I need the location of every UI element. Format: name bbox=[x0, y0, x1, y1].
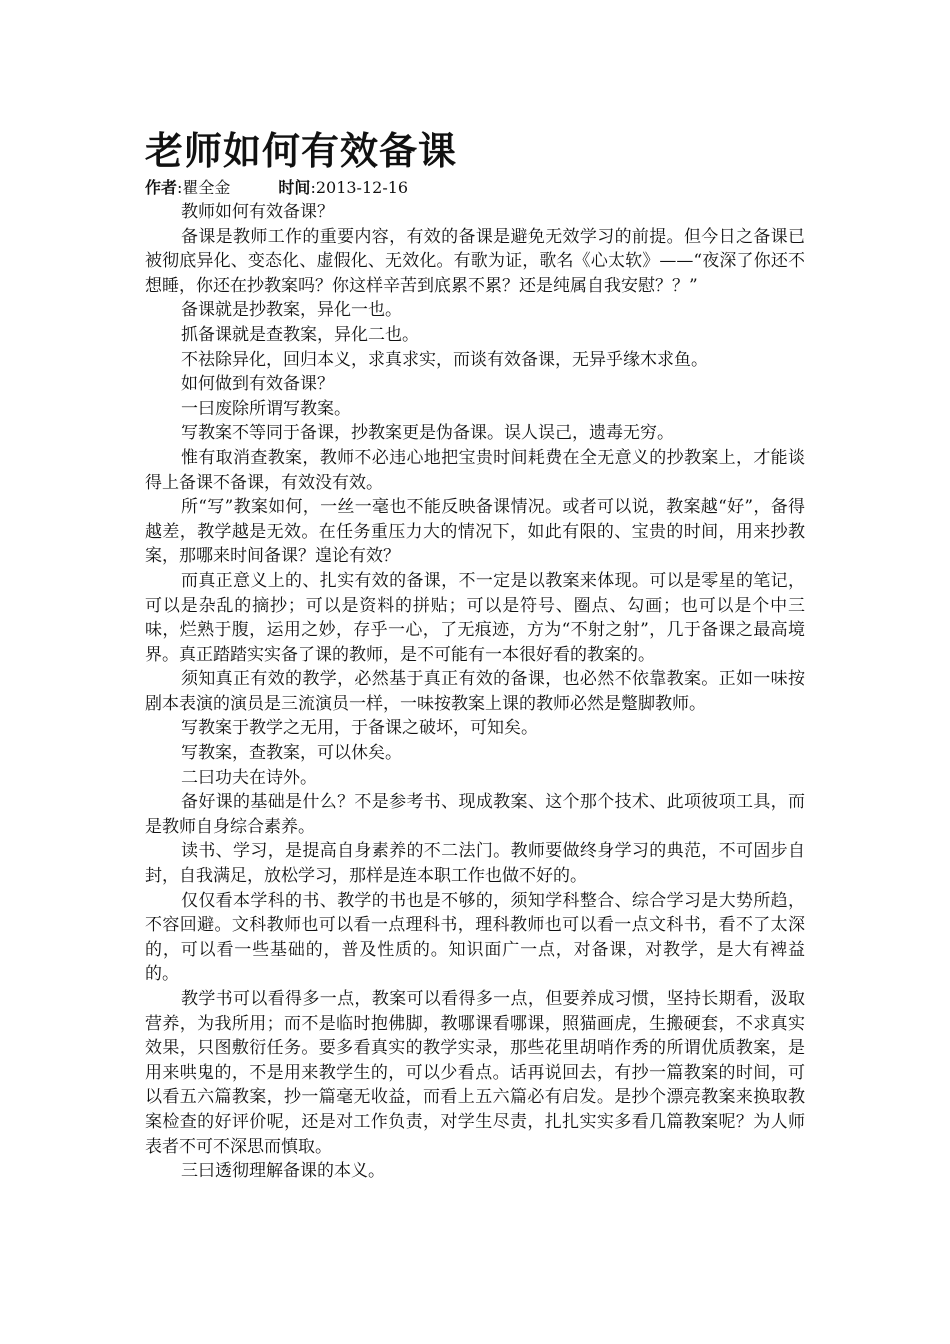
paragraph: 抓备课就是查教案，异化二也。 bbox=[181, 324, 419, 345]
paragraph: 一曰废除所谓写教案。 bbox=[181, 398, 351, 419]
paragraph: 备课就是抄教案，异化一也。 bbox=[181, 300, 402, 321]
paragraph: 教师如何有效备课？ bbox=[181, 202, 334, 222]
author-label: 作者 bbox=[145, 178, 178, 197]
paragraph: 备好课的基础是什么？不是参考书、现成教案、这个那个技术、此项彼项工具，而是教师自身综合素养。 bbox=[145, 792, 805, 837]
paragraph: 读书、学习，是提高自身素养的不二法门。教师要做终身学习的典范，不可固步自封，自我满足，放松学习，那样是连本职工作也做不好的。 bbox=[145, 841, 805, 887]
article-title: 老师如何有效备课 bbox=[145, 129, 458, 173]
paragraph: 惟有取消查教案，教师不必违心地把宝贵时间耗费在全无意义的抄教案上，才能谈得上备课不备课，有效没有效。 bbox=[145, 447, 805, 493]
paragraph: 而真正意义上的、扎实有效的备课，不一定是以教案来体现。可以是零星的笔记，可以是杂乱的摘抄；可以是资料的拼贴；可以是符号、圈点、勾画；也可以是个中三味，烂熟于腹，运用之妙，存乎一心，了无痕迹，方为“不射之射”，几于备课之最高境界。真正踏踏实实备了课的教师，是不可能有一本很好看的教案的。 bbox=[145, 570, 805, 665]
paragraph: 写教案，查教案，可以休矣。 bbox=[181, 743, 402, 764]
author-name: 瞿全金 bbox=[182, 178, 231, 197]
paragraph: 备课是教师工作的重要内容，有效的备课是避免无效学习的前提。但今日之备课已被彻底异化、变态化、虚假化、无效化。有歌为证，歌名《心太软》——“夜深了你还不想睡，你还在抄教案吗？你这样辛苦到底累不累？还是纯属自我安慰？？” bbox=[145, 226, 805, 296]
paragraph: 三曰透彻理解备课的本义。 bbox=[181, 1161, 385, 1182]
paragraph: 写教案不等同于备课，抄教案更是伪备课。误人误己，遗毒无穷。 bbox=[181, 423, 674, 444]
document-page bbox=[145, 128, 805, 1184]
meta-colon: : bbox=[310, 178, 316, 197]
paragraph: 所“写”教案如何，一丝一毫也不能反映备课情况。或者可以说，教案越“好”，备得越差，教学越是无效。在任务重压力大的情况下，如此有限的、宝贵的时间，用来抄教案，那哪来时间备课？遑论有效？ bbox=[145, 497, 805, 567]
paragraph: 教学书可以看得多一点，教案可以看得多一点，但要养成习惯，坚持长期看，汲取营养，为我所用；而不是临时抱佛脚，教哪课看哪课，照猫画虎，生搬硬套，不求真实效果，只图敷衍任务。要多看真实的教学实录，那些花里胡哨作秀的所谓优质教案，是用来哄鬼的，不是用来教学生的，可以少看点。话再说回去，有抄一篇教案的时间，可以看五六篇教案，抄一篇毫无收益，而看上五六篇必有启发。是抄个漂亮教案来换取教案检查的好评价呢，还是对工作负责，对学生尽责，扎扎实实多看几篇教案呢？为人师表者不可不深思而慎取。 bbox=[145, 989, 805, 1157]
paragraph: 写教案于教学之无用，于备课之破坏，可知矣。 bbox=[181, 718, 538, 739]
article-body bbox=[145, 200, 805, 1184]
publish-date: 2013-12-16 bbox=[315, 178, 409, 197]
paragraph: 不祛除异化，回归本义，求真求实，而谈有效备课，无异乎缘木求鱼。 bbox=[181, 349, 708, 370]
paragraph: 如何做到有效备课？ bbox=[181, 374, 334, 395]
paragraph: 仅仅看本学科的书、教学的书也是不够的，须知学科整合、综合学习是大势所趋，不容回避。文科教师也可以看一点理科书，理科教师也可以看一点文科书，看不了太深的，可以看一些基础的，普及性质的。知识面广一点，对备课，对教学，是大有裨益的。 bbox=[145, 890, 805, 985]
paragraph: 须知真正有效的教学，必然基于真正有效的备课，也必然不依靠教案。正如一味按剧本表演的演员是三流演员一样，一味按教案上课的教师必然是蹩脚教师。 bbox=[145, 669, 805, 714]
article-meta bbox=[145, 176, 805, 200]
paragraph: 二曰功夫在诗外。 bbox=[181, 767, 317, 788]
meta-colon: : bbox=[177, 178, 183, 197]
date-label: 时间 bbox=[278, 178, 311, 197]
